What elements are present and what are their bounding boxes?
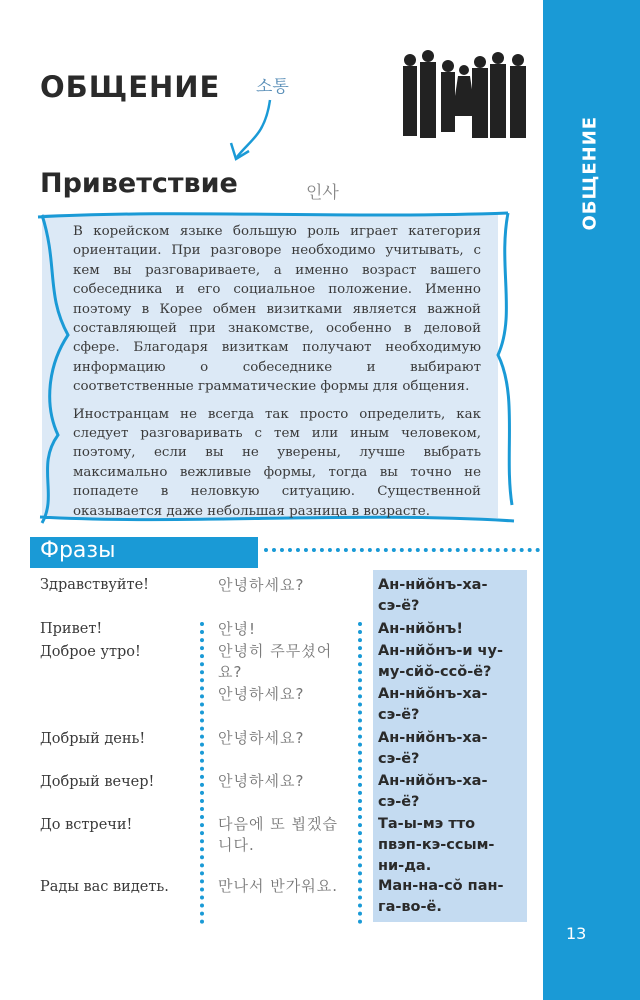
phrase-ru: Доброе утро!: [40, 644, 141, 660]
phrase-tr: Та-ы-мэ тто пвэп-кэ-ссым-ни-да.: [378, 816, 495, 874]
dotted-divider: [200, 622, 204, 924]
phrase-ru: Здравствуйте!: [40, 577, 149, 593]
phrase-tr: Ан-нйŏнъ-ха-сэ-ё?: [378, 577, 488, 614]
phrase-tr: Ан-нйŏнъ!: [378, 621, 463, 637]
phrase-ko: 안녕히 주무셨어요?: [218, 642, 333, 681]
chapter-title: ОБЩЕНИЕ: [40, 70, 221, 104]
phrase-ko: 안녕하세요?: [218, 576, 305, 594]
phrase-ko: 안녕하세요?: [218, 685, 305, 703]
phrase-tr: Ман-на-сŏ пан-га-во-ё.: [378, 878, 504, 915]
side-chapter-title: ОБЩЕНИЕ: [579, 115, 601, 231]
section-title-korean: 인사: [306, 183, 339, 203]
chapter-title-korean: 소통: [256, 77, 289, 97]
paragraph: Иностранцам не всегда так просто определить, как следует разговаривать с тем или иным человеком, поэтому, если вы не уверены, лучше выбрать максимально вежливые формы, тогда вы точно не попадете в неловкую ситуацию. Существенной оказывается даже небольшая разница в возрасте.: [73, 406, 481, 519]
phrase-tr: Ан-нйŏнъ-ха-сэ-ё?: [378, 686, 488, 723]
section-title: Приветствие: [40, 168, 238, 199]
phrase-ru: Привет!: [40, 621, 103, 637]
dotted-divider: [358, 622, 362, 924]
phrase-ru: Рады вас видеть.: [40, 879, 169, 895]
phrase-tr: Ан-нйŏнъ-ха-сэ-ё?: [378, 730, 488, 767]
phrase-tr: Ан-нйŏнъ-ха-сэ-ё?: [378, 773, 488, 810]
dotted-divider: [264, 548, 540, 552]
arrow-icon: [225, 95, 285, 167]
phrase-ko: 안녕하세요?: [218, 772, 305, 790]
page-number: 13: [566, 924, 587, 943]
phrase-ko: 다음에 또 뵙겠습니다.: [218, 815, 338, 854]
info-text: [73, 222, 481, 529]
phrase-tr: Ан-нйŏнъ-и чу-му-сйŏ-ссŏ-ё?: [378, 643, 503, 680]
people-illustration: [398, 48, 533, 143]
phrase-ru: Добрый день!: [40, 731, 146, 747]
phrase-ru: До встречи!: [40, 817, 133, 833]
phrases-heading: Фразы: [40, 538, 116, 563]
phrase-ko: 만나서 반가워요.: [218, 877, 338, 895]
phrase-ko: 안녕하세요?: [218, 729, 305, 747]
paragraph: В корейском языке большую роль играет категория ориентации. При разговоре необходимо учитывать, с кем вы разговариваете, а именно возраст вашего собеседника и его социальное положение. Именно поэтому в Корее обмен визитками является важной составляющей при знакомстве, особенно в деловой сфере. Благодаря визиткам получают необходимую информацию о собеседнике и выбирают соответственные грамматические формы для общения.: [73, 224, 481, 395]
phrase-ru: Добрый вечер!: [40, 774, 155, 790]
phrase-ko: 안녕!: [218, 620, 256, 638]
